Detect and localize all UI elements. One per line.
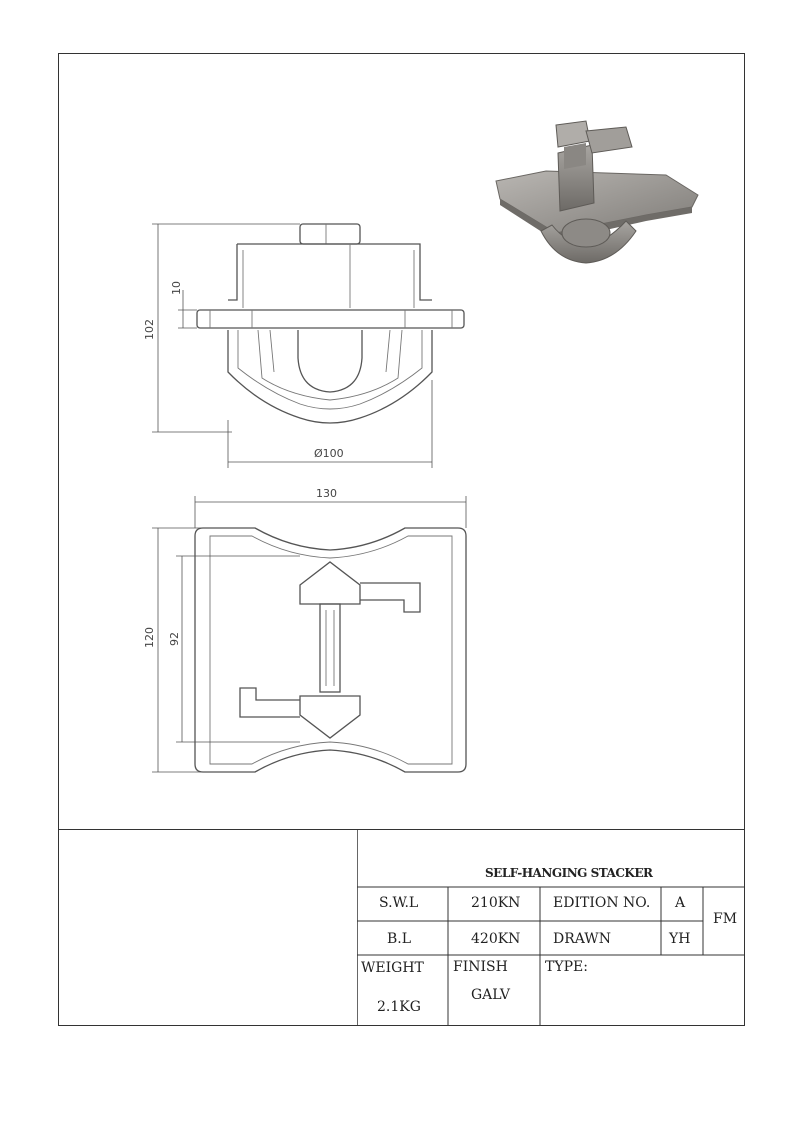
top-upper-hook bbox=[360, 583, 420, 612]
top-view bbox=[143, 487, 466, 772]
front-plate bbox=[197, 310, 464, 328]
dim-front-height: 102 bbox=[143, 319, 156, 340]
edition-value: A bbox=[675, 895, 686, 911]
front-upper-block bbox=[228, 244, 432, 300]
swl-value: 210KN bbox=[471, 895, 521, 911]
weight-value: 2.1KG bbox=[377, 999, 421, 1015]
fm-label: FM bbox=[713, 911, 738, 927]
front-knob bbox=[300, 224, 360, 244]
top-lower-hook bbox=[240, 688, 300, 717]
product-photo bbox=[486, 103, 702, 303]
bl-value: 420KN bbox=[471, 931, 521, 947]
dim-diameter: Ø100 bbox=[314, 447, 344, 460]
top-upper-cone bbox=[300, 562, 360, 604]
front-hole bbox=[298, 330, 362, 392]
title-block bbox=[357, 829, 745, 1026]
dim-top-inner: 92 bbox=[168, 632, 181, 646]
swl-label: S.W.L bbox=[379, 895, 419, 911]
drawn-value: YH bbox=[669, 931, 691, 947]
front-view bbox=[143, 224, 464, 468]
weight-label: WEIGHT bbox=[361, 960, 424, 976]
dim-top-height: 120 bbox=[143, 627, 156, 648]
dim-plate-thickness: 10 bbox=[170, 281, 183, 295]
type-label: TYPE: bbox=[545, 959, 588, 975]
finish-value: GALV bbox=[471, 987, 511, 1003]
finish-label: FINISH bbox=[453, 959, 508, 975]
top-central-bar bbox=[320, 604, 340, 692]
top-plate-outline bbox=[195, 528, 466, 772]
bl-label: B.L bbox=[387, 931, 412, 947]
top-lower-cone bbox=[300, 696, 360, 738]
edition-label: EDITION NO. bbox=[553, 895, 651, 911]
dim-top-width: 130 bbox=[316, 487, 337, 500]
drawn-label: DRAWN bbox=[553, 931, 611, 947]
drawing-title: SELF-HANGING STACKER bbox=[485, 866, 653, 880]
